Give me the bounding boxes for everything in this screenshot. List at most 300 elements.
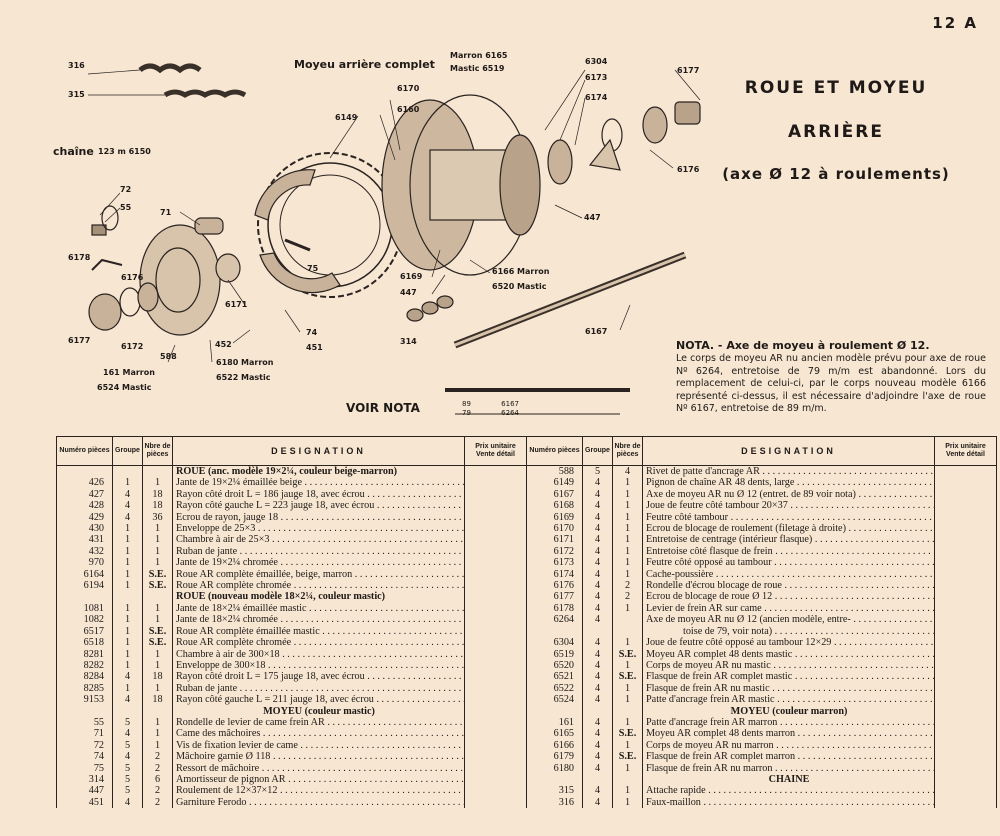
part-number-cell: 588 — [527, 466, 583, 478]
callout-6178: 6178 — [68, 253, 91, 262]
group-cell: 1 — [113, 569, 143, 580]
table-row — [57, 569, 527, 580]
price-cell — [935, 569, 997, 580]
table-row — [57, 751, 527, 762]
group-cell — [583, 774, 613, 785]
price-cell — [465, 569, 527, 580]
price-cell — [935, 717, 997, 728]
header-prix: Prix unitaire Vente détail — [465, 437, 527, 466]
group-cell: 4 — [583, 489, 613, 500]
callout-chaine-ref: 123 m 6150 — [98, 147, 151, 156]
part-number-cell: 6517 — [57, 626, 113, 637]
quantity-cell: 2 — [143, 763, 173, 774]
quantity-cell: 1 — [613, 569, 643, 580]
callout-315: 315 — [68, 90, 85, 99]
group-cell: 4 — [583, 614, 613, 625]
group-cell: 1 — [113, 477, 143, 488]
table-row — [57, 740, 527, 751]
group-cell — [113, 706, 143, 717]
price-cell — [465, 626, 527, 637]
part-number-cell: 6522 — [527, 683, 583, 694]
quantity-cell: 1 — [613, 740, 643, 751]
dampers-drawing — [407, 296, 453, 321]
table-row — [57, 763, 527, 774]
price-cell — [935, 660, 997, 671]
part-number-cell: 6164 — [57, 569, 113, 580]
group-cell: 1 — [113, 614, 143, 625]
table-row — [527, 660, 997, 671]
part-number-cell: 6264 — [527, 614, 583, 625]
table-row — [57, 466, 527, 478]
callout-6174: 6174 — [585, 93, 608, 102]
table-row — [527, 694, 997, 705]
price-cell — [935, 534, 997, 545]
table-row — [527, 603, 997, 614]
designation-cell: Rayon côté gauche L = 211 jauge 18, avec écrou . . . — [173, 694, 465, 705]
price-cell — [465, 500, 527, 511]
callout-6520: 6520 Mastic — [492, 282, 547, 291]
quantity-cell: 1 — [613, 477, 643, 488]
table-row — [57, 694, 527, 705]
quantity-cell: 1 — [613, 694, 643, 705]
group-cell: 4 — [113, 694, 143, 705]
price-cell — [935, 591, 997, 602]
part-number-cell: 1081 — [57, 603, 113, 614]
callout-72: 72 — [120, 185, 132, 194]
price-cell — [935, 614, 997, 625]
designation-cell: Corps de moyeu AR nu marron . . . — [643, 740, 935, 751]
group-cell: 4 — [583, 557, 613, 568]
price-cell — [465, 740, 527, 751]
table-row — [57, 614, 527, 625]
part-number-cell: 8281 — [57, 649, 113, 660]
axe-ref-89: 89 6167 — [462, 400, 519, 408]
hub-body-drawing — [382, 95, 572, 275]
group-cell: 4 — [583, 637, 613, 648]
quantity-cell: 1 — [143, 534, 173, 545]
table-row — [527, 523, 997, 534]
quantity-cell: 2 — [143, 751, 173, 762]
quantity-cell: 4 — [613, 466, 643, 478]
group-cell: 1 — [113, 523, 143, 534]
part-number-cell: 6172 — [527, 546, 583, 557]
table-row — [57, 785, 527, 796]
table-row — [57, 649, 527, 660]
quantity-cell: 1 — [613, 660, 643, 671]
designation-cell: Patte d'ancrage frein AR mastic . . . — [643, 694, 935, 705]
designation-cell: Rayon côté droit L = 175 jauge 18, avec écrou . . . — [173, 671, 465, 682]
quantity-cell: 1 — [613, 683, 643, 694]
part-number-cell: 8284 — [57, 671, 113, 682]
quantity-cell — [613, 706, 643, 717]
part-number-cell: 55 — [57, 717, 113, 728]
designation-cell: Attache rapide . . . — [643, 785, 935, 796]
designation-cell: Entretoise de centrage (intérieur flasque) . . . — [643, 534, 935, 545]
price-cell — [465, 523, 527, 534]
part-number-cell: 314 — [57, 774, 113, 785]
designation-cell: Jante de 18×2¼ chromée . . . — [173, 614, 465, 625]
group-cell: 1 — [113, 660, 143, 671]
quantity-cell — [613, 614, 643, 625]
header-groupe: Groupe — [583, 437, 613, 466]
table-row — [527, 512, 997, 523]
designation-cell: Ecrou de rayon, jauge 18 . . . — [173, 512, 465, 523]
designation-cell: Axe de moyeu AR nu Ø 12 (ancien modèle, entre- . . . — [643, 614, 935, 625]
price-cell — [935, 671, 997, 682]
part-number-cell: 6176 — [527, 580, 583, 591]
callout-6171: 6171 — [225, 300, 248, 309]
designation-cell: Feutre côté opposé au tambour . . . — [643, 557, 935, 568]
price-cell — [465, 774, 527, 785]
price-cell — [935, 489, 997, 500]
price-cell — [935, 649, 997, 660]
table-row — [57, 580, 527, 591]
table-row — [527, 706, 997, 717]
axle-drawing — [455, 255, 685, 345]
price-cell — [935, 512, 997, 523]
part-number-cell — [57, 591, 113, 602]
group-cell: 4 — [583, 569, 613, 580]
callout-moyeu: Moyeu arrière complet — [294, 58, 435, 71]
quantity-cell: S.E. — [613, 751, 643, 762]
designation-cell: Moyeu AR complet 48 dents mastic . . . — [643, 649, 935, 660]
callout-6522: 6522 Mastic — [216, 373, 271, 382]
table-row — [527, 728, 997, 739]
table-row — [527, 591, 997, 602]
part-number-cell: 72 — [57, 740, 113, 751]
price-cell — [465, 546, 527, 557]
part-number-cell: 430 — [57, 523, 113, 534]
group-cell: 4 — [583, 546, 613, 557]
table-row — [527, 626, 997, 637]
part-number-cell — [527, 774, 583, 785]
table-row — [57, 660, 527, 671]
group-cell: 4 — [113, 797, 143, 808]
page-title-line2: ARRIÈRE — [788, 122, 884, 142]
callout-71: 71 — [160, 208, 172, 217]
price-cell — [935, 523, 997, 534]
group-cell: 4 — [583, 534, 613, 545]
part-number-cell: 6179 — [527, 751, 583, 762]
quantity-cell — [143, 706, 173, 717]
designation-cell: Patte d'ancrage frein AR marron . . . — [643, 717, 935, 728]
group-cell: 4 — [583, 763, 613, 774]
header-prix: Prix unitaire Vente détail — [935, 437, 997, 466]
part-number-cell: 315 — [527, 785, 583, 796]
quantity-cell: 18 — [143, 694, 173, 705]
price-cell — [935, 740, 997, 751]
price-cell — [465, 477, 527, 488]
designation-cell: Entretoise côté flasque de frein . . . — [643, 546, 935, 557]
quantity-cell: 2 — [613, 580, 643, 591]
callout-75: 75 — [307, 264, 319, 273]
callout-314: 314 — [400, 337, 417, 346]
table-row — [57, 706, 527, 717]
callout-447-right: 447 — [584, 213, 601, 222]
price-cell — [465, 580, 527, 591]
group-cell — [583, 706, 613, 717]
part-number-cell: 432 — [57, 546, 113, 557]
designation-cell: Ecrou de blocage de roulement (filetage à droite) . . . — [643, 523, 935, 534]
group-cell — [113, 591, 143, 602]
designation-cell: Mâchoire garnie Ø 118 . . . — [173, 751, 465, 762]
table-row — [527, 717, 997, 728]
price-cell — [465, 717, 527, 728]
part-number-cell: 6524 — [527, 694, 583, 705]
group-cell: 1 — [113, 534, 143, 545]
designation-cell: Pignon de chaîne AR 48 dents, large . . . — [643, 477, 935, 488]
price-cell — [935, 500, 997, 511]
part-number-cell: 427 — [57, 489, 113, 500]
table-row — [57, 523, 527, 534]
table-row — [527, 614, 997, 625]
group-cell: 1 — [113, 637, 143, 648]
table-row — [527, 534, 997, 545]
callout-6177-right: 6177 — [677, 66, 700, 75]
header-nbre: Nbre de pièces — [613, 437, 643, 466]
designation-cell: Faux-maillon . . . — [643, 797, 935, 808]
quantity-cell: 1 — [613, 797, 643, 808]
group-cell: 4 — [113, 751, 143, 762]
quantity-cell: 1 — [143, 660, 173, 671]
quantity-cell: 2 — [143, 797, 173, 808]
designation-cell: Cache-poussière . . . — [643, 569, 935, 580]
part-number-cell: 970 — [57, 557, 113, 568]
quantity-cell: 18 — [143, 671, 173, 682]
part-number-cell: 429 — [57, 512, 113, 523]
part-number-cell: 71 — [57, 728, 113, 739]
price-cell — [935, 797, 997, 808]
table-row — [57, 591, 527, 602]
nota-heading: NOTA. - Axe de moyeu à roulement Ø 12. — [676, 339, 930, 352]
table-row — [57, 728, 527, 739]
designation-cell: Feutre côté tambour . . . — [643, 512, 935, 523]
price-cell — [935, 477, 997, 488]
callout-6304: 6304 — [585, 57, 608, 66]
price-cell — [465, 797, 527, 808]
price-cell — [465, 660, 527, 671]
callout-452: 452 — [215, 340, 232, 349]
callout-316: 316 — [68, 61, 85, 70]
price-cell — [465, 763, 527, 774]
group-cell: 4 — [583, 580, 613, 591]
group-cell: 1 — [113, 603, 143, 614]
header-groupe: Groupe — [113, 437, 143, 466]
price-cell — [465, 637, 527, 648]
table-row — [527, 580, 997, 591]
callout-6176-right: 6176 — [677, 165, 700, 174]
callout-6173: 6173 — [585, 73, 608, 82]
table-row — [527, 751, 997, 762]
price-cell — [465, 683, 527, 694]
designation-cell: Jante de 18×2¼ émaillée mastic . . . — [173, 603, 465, 614]
table-row — [57, 671, 527, 682]
quantity-cell — [613, 774, 643, 785]
designation-cell: Amortisseur de pignon AR . . . — [173, 774, 465, 785]
group-cell: 4 — [113, 512, 143, 523]
group-cell: 4 — [583, 683, 613, 694]
designation-cell: Chambre à air de 25×3 . . . — [173, 534, 465, 545]
group-cell: 4 — [583, 785, 613, 796]
price-cell — [465, 614, 527, 625]
table-row — [527, 569, 997, 580]
right-small-parts-drawing — [590, 102, 700, 170]
quantity-cell: 1 — [143, 683, 173, 694]
part-number-cell: 9153 — [57, 694, 113, 705]
price-cell — [935, 637, 997, 648]
designation-cell: Ruban de jante . . . — [173, 546, 465, 557]
part-number-cell: 6177 — [527, 591, 583, 602]
group-cell: 1 — [113, 546, 143, 557]
group-cell: 1 — [113, 557, 143, 568]
designation-cell: Chambre à air de 300×18 . . . — [173, 649, 465, 660]
designation-cell: Roue AR complète chromée . . . — [173, 580, 465, 591]
group-cell: 4 — [583, 694, 613, 705]
price-cell — [935, 546, 997, 557]
price-cell — [935, 785, 997, 796]
group-cell: 4 — [113, 489, 143, 500]
designation-cell: Enveloppe de 300×18 . . . — [173, 660, 465, 671]
table-row — [57, 717, 527, 728]
group-cell: 4 — [583, 500, 613, 511]
part-number-cell: 6178 — [527, 603, 583, 614]
table-row — [57, 489, 527, 500]
table-row — [57, 534, 527, 545]
callout-marron-6165: Marron 6165 — [450, 51, 508, 60]
callout-6149: 6149 — [335, 113, 358, 122]
group-cell: 4 — [583, 649, 613, 660]
table-row — [57, 637, 527, 648]
price-cell — [935, 763, 997, 774]
part-number-cell: 6173 — [527, 557, 583, 568]
group-cell: 4 — [583, 591, 613, 602]
price-cell — [465, 603, 527, 614]
part-number-cell: 6518 — [57, 637, 113, 648]
part-number-cell: 6170 — [527, 523, 583, 534]
designation-cell: Flasque de frein AR complet mastic . . . — [643, 671, 935, 682]
group-cell: 5 — [113, 785, 143, 796]
price-cell — [935, 774, 997, 785]
part-number-cell: 6520 — [527, 660, 583, 671]
part-number-cell: 6519 — [527, 649, 583, 660]
callout-6177: 6177 — [68, 336, 91, 345]
group-cell: 4 — [113, 500, 143, 511]
chain-drawing — [140, 66, 245, 95]
quantity-cell: 1 — [613, 500, 643, 511]
callout-6180: 6180 Marron — [216, 358, 274, 367]
designation-cell: Roulement de 12×37×12 . . . — [173, 785, 465, 796]
part-number-cell: 6168 — [527, 500, 583, 511]
table-row — [527, 683, 997, 694]
quantity-cell: S.E. — [613, 671, 643, 682]
header-nbre: Nbre de pièces — [143, 437, 173, 466]
group-cell: 4 — [583, 717, 613, 728]
quantity-cell: S.E. — [143, 637, 173, 648]
quantity-cell: 1 — [613, 557, 643, 568]
part-number-cell: 6167 — [527, 489, 583, 500]
quantity-cell: 6 — [143, 774, 173, 785]
designation-cell: Roue AR complète émaillée, beige, marron . . . — [173, 569, 465, 580]
group-cell: 4 — [583, 477, 613, 488]
part-number-cell: 431 — [57, 534, 113, 545]
price-cell — [935, 557, 997, 568]
designation-cell: Flasque de frein AR complet marron . . . — [643, 751, 935, 762]
price-cell — [465, 649, 527, 660]
quantity-cell: 18 — [143, 489, 173, 500]
table-row — [57, 477, 527, 488]
group-cell: 1 — [113, 683, 143, 694]
nota-body: Le corps de moyeu AR nu ancien modèle prévu pour axe de roue Nº 6264, entretoise de 79 m/m est abandonné. Lors du remplacement de celui-ci, par le corps nouveau modèle 6166 représenté ci-dessus, il est nécessaire d'adjoindre l'axe de roue Nº 6167, entretoise de 89 m/m. — [676, 353, 986, 415]
table-row — [57, 603, 527, 614]
quantity-cell: 1 — [613, 534, 643, 545]
table-row — [527, 546, 997, 557]
nota-block — [676, 340, 986, 415]
table-row — [527, 637, 997, 648]
quantity-cell: 1 — [613, 489, 643, 500]
part-number-cell: 8282 — [57, 660, 113, 671]
part-number-cell: 6174 — [527, 569, 583, 580]
quantity-cell: 1 — [613, 603, 643, 614]
designation-cell: Rayon côté gauche L = 223 jauge 18, avec écrou . . . — [173, 500, 465, 511]
header-numero: Numéro pièces — [57, 437, 113, 466]
header-numero: Numéro pièces — [527, 437, 583, 466]
quantity-cell: 1 — [143, 603, 173, 614]
designation-cell: Joue de feutre côté tambour 20×37 . . . — [643, 500, 935, 511]
designation-cell: Ressort de mâchoire . . . — [173, 763, 465, 774]
price-cell — [465, 728, 527, 739]
table-row — [527, 557, 997, 568]
part-number-cell: 1082 — [57, 614, 113, 625]
designation-cell: Levier de frein AR sur came . . . — [643, 603, 935, 614]
table-row — [57, 626, 527, 637]
quantity-cell: S.E. — [613, 728, 643, 739]
callout-chaine: chaîne — [53, 145, 94, 158]
callout-588: 588 — [160, 352, 177, 361]
designation-cell: Flasque de frein AR nu marron . . . — [643, 763, 935, 774]
quantity-cell: 1 — [613, 637, 643, 648]
group-cell: 5 — [583, 466, 613, 478]
table-row — [527, 763, 997, 774]
callout-447: 447 — [400, 288, 417, 297]
brake-flange-drawing — [140, 225, 220, 335]
part-number-cell: 451 — [57, 797, 113, 808]
part-number-cell — [527, 626, 583, 637]
price-cell — [465, 785, 527, 796]
designation-cell: MOYEU (couleur marron) — [643, 706, 935, 717]
part-number-cell: 316 — [527, 797, 583, 808]
group-cell: 4 — [113, 671, 143, 682]
table-row — [527, 740, 997, 751]
designation-cell: CHAINE — [643, 774, 935, 785]
callout-451: 451 — [306, 343, 323, 352]
group-cell: 5 — [113, 774, 143, 785]
quantity-cell: 1 — [143, 557, 173, 568]
designation-cell: Corps de moyeu AR nu mastic . . . — [643, 660, 935, 671]
quantity-cell: S.E. — [143, 580, 173, 591]
price-cell — [465, 534, 527, 545]
designation-cell: Rondelle d'écrou blocage de roue . . . — [643, 580, 935, 591]
quantity-cell: 1 — [143, 740, 173, 751]
part-number-cell: 428 — [57, 500, 113, 511]
quantity-cell: 1 — [143, 728, 173, 739]
quantity-cell: 36 — [143, 512, 173, 523]
table-row — [527, 477, 997, 488]
designation-cell: Moyeu AR complet 48 dents marron . . . — [643, 728, 935, 739]
group-cell: 5 — [113, 717, 143, 728]
part-number-cell: 6165 — [527, 728, 583, 739]
voir-nota-label: VOIR NOTA — [346, 401, 420, 415]
designation-cell: Vis de fixation levier de came . . . — [173, 740, 465, 751]
